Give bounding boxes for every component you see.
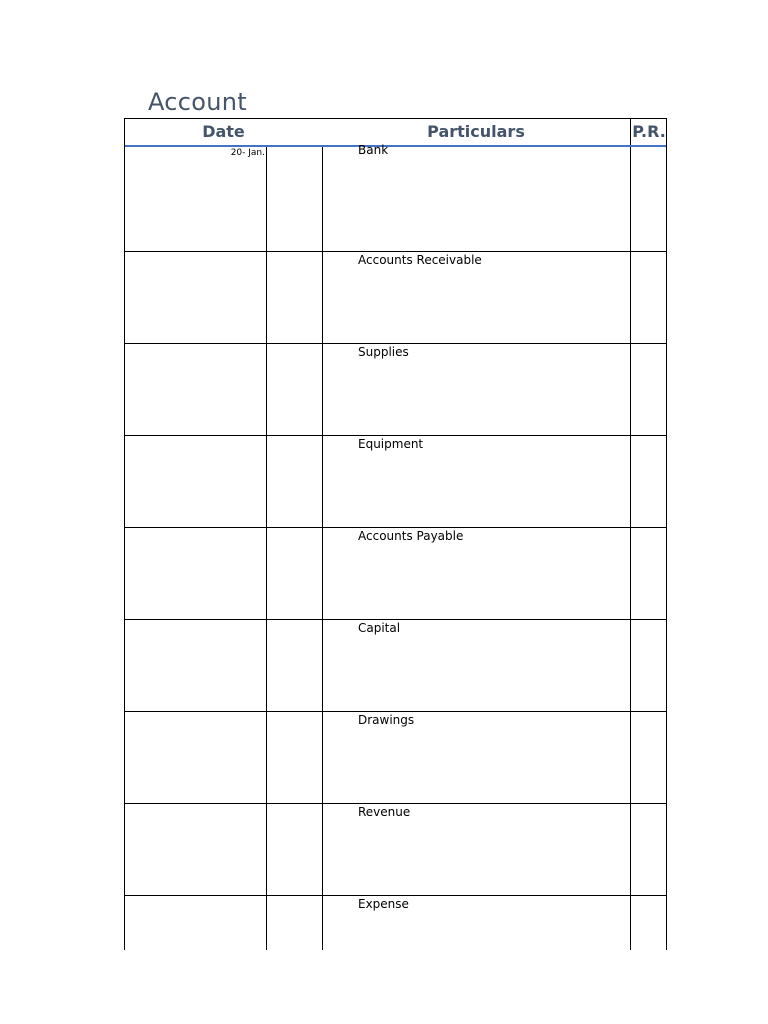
account-label-bank: Bank bbox=[358, 143, 389, 157]
first-date-cell: 20- Jan. bbox=[230, 148, 265, 158]
particulars-pr-divider bbox=[630, 147, 631, 950]
page-title: Account bbox=[148, 88, 248, 116]
account-label-expense: Expense bbox=[358, 897, 409, 911]
ledger-table bbox=[124, 118, 667, 950]
date-particulars-divider bbox=[322, 147, 323, 950]
account-label-accounts-payable: Accounts Payable bbox=[358, 529, 464, 543]
particulars-header: Particulars bbox=[427, 122, 525, 141]
account-label-supplies: Supplies bbox=[358, 345, 409, 359]
row-divider bbox=[125, 527, 666, 528]
account-label-equipment: Equipment bbox=[358, 437, 424, 451]
ledger-header bbox=[125, 119, 666, 147]
row-divider bbox=[125, 619, 666, 620]
pr-header: P.R. bbox=[630, 119, 667, 145]
row-divider bbox=[125, 711, 666, 712]
account-label-capital: Capital bbox=[358, 621, 401, 635]
account-label-drawings: Drawings bbox=[358, 713, 415, 727]
row-divider bbox=[125, 435, 666, 436]
date-day-divider bbox=[266, 147, 267, 950]
row-divider bbox=[125, 251, 666, 252]
account-label-revenue: Revenue bbox=[358, 805, 411, 819]
account-label-accounts-receivable: Accounts Receivable bbox=[358, 253, 482, 267]
date-header: Date bbox=[202, 122, 245, 141]
row-divider bbox=[125, 343, 666, 344]
row-divider bbox=[125, 895, 666, 896]
row-divider bbox=[125, 803, 666, 804]
